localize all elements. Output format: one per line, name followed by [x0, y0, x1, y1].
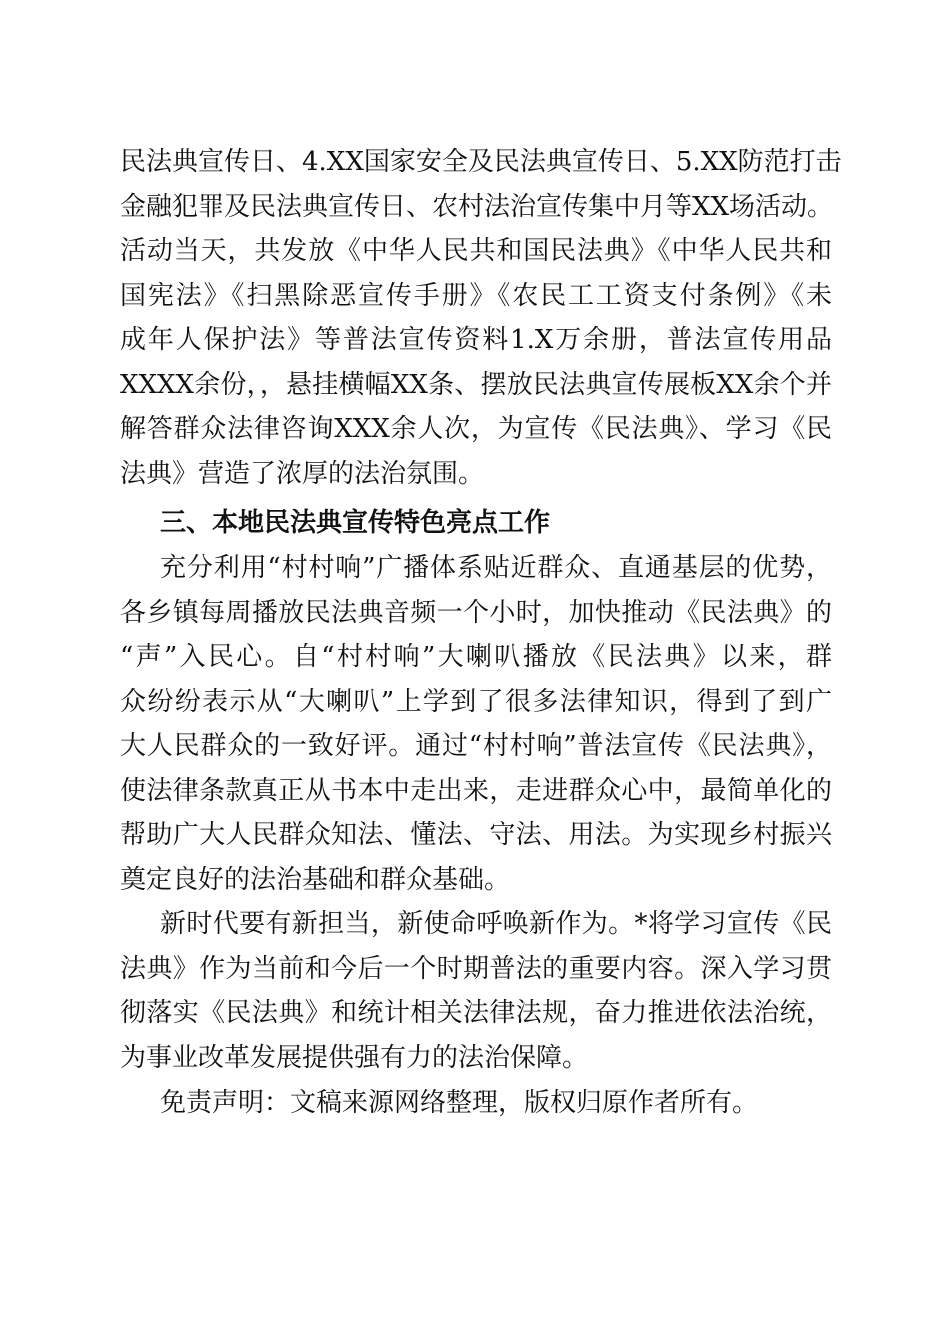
paragraph-line: 新时代要有新担当，新使命呼唤新作为。*将学习宣传《民 — [160, 909, 832, 939]
paragraph-line: XXXX余份，，悬挂横幅XX条、摆放民法典宣传展板XX余个并 — [120, 369, 832, 400]
paragraph-line: 奠定良好的法治基础和群众基础。 — [120, 864, 511, 895]
paragraph-line: 帮助广大人民群众知法、懂法、守法、用法。为实现乡村振兴 — [120, 820, 832, 850]
paragraph-line: 活动当天，共发放《中华人民共和国民法典》《中华人民共和 — [120, 236, 832, 266]
paragraph-line: 彻落实《民法典》和统计相关法律法规，奋力推进依法治统， — [120, 998, 832, 1028]
paragraph-line: 金融犯罪及民法典宣传日、农村法治宣传集中月等XX场活动。 — [120, 191, 834, 222]
paragraph-line: 国宪法》《扫黑除恶宣传手册》《农民工工资支付条例》《未 — [120, 280, 832, 311]
paragraph-line: 解答群众法律咨询XXX余人次，为宣传《民法典》、学习《民 — [120, 414, 832, 444]
paragraph-line: 法典》作为当前和今后一个时期普法的重要内容。深入学习贯 — [120, 953, 832, 984]
paragraph-line: 使法律条款真正从书本中走出来，走进群众心中，最简单化的 — [120, 775, 832, 806]
paragraph-line: 法典》营造了浓厚的法治氛围。 — [120, 458, 485, 489]
paragraph-line: 众纷纷表示从“大喇叭”上学到了很多法律知识，得到了到广 — [120, 686, 832, 717]
section-heading: 三、本地民法典宣传特色亮点工作 — [160, 508, 551, 538]
paragraph-line: 成年人保护法》等普法宣传资料1.X万余册，普法宣传用品 — [120, 325, 832, 355]
paragraph-line: 各乡镇每周播放民法典音频一个小时，加快推动《民法典》的 — [120, 597, 832, 628]
paragraph-line: 为事业改革发展提供强有力的法治保障。 — [120, 1042, 589, 1073]
disclaimer-text: 免责声明：文稿来源网络整理，版权归原作者所有。 — [160, 1088, 759, 1118]
paragraph-line: 民法典宣传日、4.XX国家安全及民法典宣传日、5.XX防范打击 — [120, 147, 842, 177]
paragraph-activities — [120, 140, 842, 496]
paragraph-line: “声”入民心。自“村村响”大喇叭播放《民法典》以来，群 — [120, 642, 832, 672]
paragraph-line: 充分利用“村村响”广播体系贴近群众、直通基层的优势， — [160, 553, 832, 583]
paragraph-line: 大人民群众的一致好评。通过“村村响”普法宣传《民法典》， — [120, 731, 832, 761]
paragraph-new-era — [120, 902, 832, 1080]
paragraph-broadcast — [120, 546, 832, 902]
